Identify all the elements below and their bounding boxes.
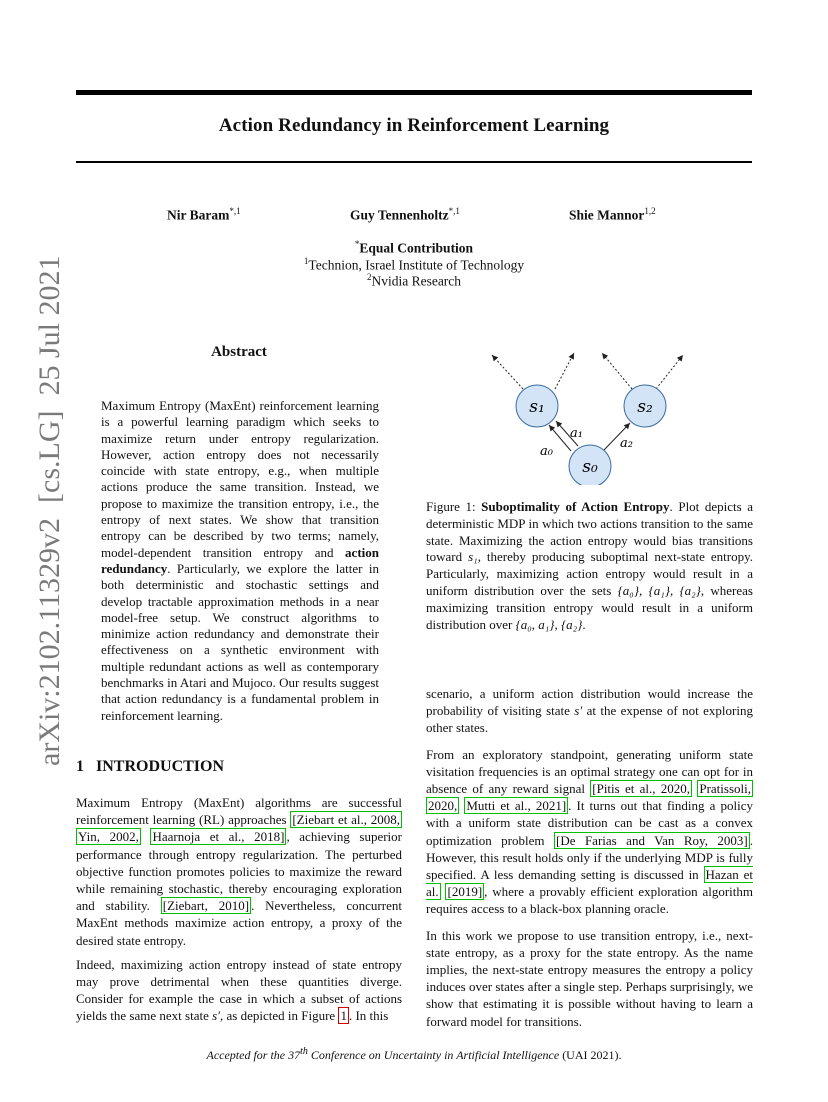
abstract-text: . Particularly, we explore the latter in both deterministic and stochastic settings and develop tractable approximation methods in a near model-free setup. We construct algorithms to minimize action redundancy and demonstrate their effectiveness on a synthetic environment with multiple redundant actions as well as contemporary benchmarks in Atari and Mujoco. Our results suggest that action redundancy is a fundamental problem in reinforcement learning. [101,560,379,723]
citation-link[interactable]: Yin, 2002, [78,829,139,845]
equal-text: Equal Contribution [359,240,474,256]
dashed-edge [555,353,574,389]
text: , thereby producing suboptimal next-state entropy. Particularly, maximizing action entropy would result in a uniform distribution over the sets [426,549,753,598]
paper-title: Action Redundancy in Reinforcement Learning [218,115,610,136]
affil-text: Technion, Israel Institute of Technology [308,257,525,273]
affil-sup: * [354,239,360,249]
arxiv-side-stamp: arXiv:2102.11329v2 [cs.LG] 25 Jul 2021 [33,255,66,766]
right-paragraph-1 [426,685,753,737]
math: {a₀}, {a₁}, {a₂} [617,582,701,598]
intro-left-column [76,794,402,1032]
top-thick-rule [76,90,752,95]
text: . Plot depicts a deterministic MDP in which two actions transition to the same state. Maximizing the action entropy would bias transitions toward [426,499,753,565]
node-label-s0: s₀ [582,457,598,477]
citation-link[interactable]: Hazan et al. [426,867,753,900]
affiliation-1 [200,256,628,274]
edge-label-a2: a₂ [620,436,633,451]
footer-text: Conference on Uncertainty in Artificial Intelligence [307,1048,560,1062]
node-label-s1: s₁ [529,397,545,417]
dashed-edge [602,353,632,389]
text: . [582,616,586,632]
citation-link[interactable]: Pratissoli, [699,781,751,797]
text: . It turns out that finding a policy with a uniform state distribution can be cast as a convex optimization problem [426,798,753,848]
text: . However, this result holds only if the underlying MDP is fully specified. A less demanding setting is discussed in [426,832,753,883]
citation-link[interactable]: [De Farias and Van Roy, 2003] [555,832,748,848]
caption-label: Figure 1: [426,499,482,514]
figure-caption [426,499,753,633]
right-paragraph-3: In this work we propose to use transition entropy, i.e., next-state entropy, as a proxy for the state entropy. As the name implies, the next-state entropy measures the entropy a policy induces over states after a single step. Perhaps surprisingly, we show that estimating it is possible without having to learn a forward model for transitions. [426,927,753,1029]
citation-link[interactable]: Haarnoja et al., 2018] [152,829,285,845]
text: From an exploratory standpoint, generating uniform state visitation frequencies is an optimal strategy one can opt for in absence of any reward signal [426,746,753,797]
citation-link[interactable]: 2020, [428,798,458,814]
citation-link[interactable]: [Pitis et al., 2020, [592,781,691,797]
intro-right-column [426,685,753,1037]
intro-paragraph-2 [76,956,402,1025]
figure-ref-link[interactable]: 1 [340,1008,347,1024]
text: . In this [348,1008,389,1024]
abstract-heading: Abstract [211,344,267,360]
text: , where a provably efficient exploration algorithm requires access to a black-box planning oracle. [426,884,754,917]
edge-label-a0: a₀ [540,444,553,459]
edge-label-a1: a₁ [570,426,583,441]
affil-text: Nvidia Research [371,273,462,289]
node-label-s2: s₂ [637,397,653,417]
abstract-text: Maximum Entropy (MaxEnt) reinforcement learning is a powerful learning paradigm which seeks to maximize return under entropy regularization. However, action entropy does not necessarily coincide with state entropy, e.g., when multiple actions produce the same transition. Instead, we propose to maximize the transition entropy, i.e., the entropy of next states. We show that transition entropy can be described by two terms; namely, model-dependent transition entropy and [101,398,379,560]
caption-title: Suboptimality of Action Entropy [481,499,670,514]
math: s′ [212,1008,221,1024]
intro-paragraph-1 [76,794,402,949]
section-number: 1 [76,758,84,775]
dashed-edge [492,355,523,389]
math: s₁ [468,549,478,565]
footer-text: (UAI 2021). [559,1048,622,1062]
text: Indeed, maximizing action entropy instead of state entropy may prove detrimental when these quantities diverge. Consider for example the case in which a subset of actions yields the same next state [76,956,402,1024]
equal-contribution [200,239,628,257]
citation-link[interactable]: [2019] [447,884,483,900]
text: . Nevertheless, concurrent MaxEnt methods maximize action entropy, a proxy of the desired state entropy. [76,898,402,948]
text: , as depicted in Figure [220,1008,339,1024]
dashed-edge [656,355,683,389]
abstract-bold: action redundancy [101,544,379,576]
section-heading [76,758,224,776]
right-paragraph-2 [426,746,753,918]
text: scenario, a uniform action distribution would increase the probability of visiting state [426,686,753,719]
abstract-body [101,398,379,724]
affil-sup: 1 [303,256,309,266]
mdp-figure [430,345,750,485]
citation-link[interactable]: [Ziebart, 2010] [162,898,250,914]
citation-link[interactable]: [Ziebart et al., 2008, [292,812,400,828]
author-1 [167,206,241,224]
text: , achieving superior performance through entropy regularization. The perturbed objective function promotes policies to maximize the reward while remaining stochastic, thereby encouraging exploration and stability. [76,829,403,914]
author-sup: 1,2 [644,206,656,216]
author-name: Guy Tennenholtz [350,207,449,223]
footer-note [0,1046,828,1063]
author-3 [569,206,656,224]
author-sup: *,1 [448,206,460,216]
affiliation-2 [200,272,628,290]
author-name: Nir Baram [167,207,230,223]
text: Maximum Entropy (MaxEnt) algorithms are successful reinforcement learning (RL) approaches [76,795,402,828]
author-name: Shie Mannor [569,207,645,223]
footer-text: Accepted for the 37 [206,1048,301,1062]
section-title: INTRODUCTION [96,758,225,775]
title-bottom-rule [76,161,752,163]
citation-link[interactable]: Mutti et al., 2021] [466,798,567,814]
author-sup: *,1 [229,206,241,216]
math: {a₀, a₁}, {a₂} [515,616,583,632]
footer-sup: th [300,1046,308,1057]
text: , whereas maximizing transition entropy would result in a uniform distribution over [426,582,753,632]
math: s′ [574,703,583,719]
affil-sup: 2 [366,272,372,282]
text: at the expense of not exploring other states. [426,703,753,736]
author-2 [350,206,460,224]
